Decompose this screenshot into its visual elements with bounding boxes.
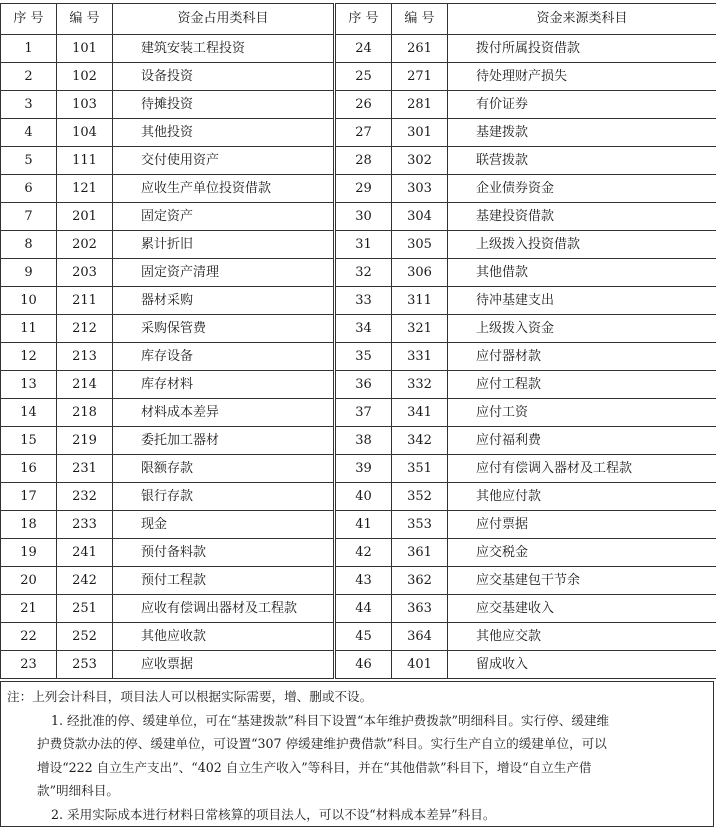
right-seq-cell: 37 xyxy=(335,399,392,427)
left-seq-cell: 3 xyxy=(1,91,57,119)
right-seq-cell: 42 xyxy=(335,539,392,567)
left-account-name-cell: 待摊投资 xyxy=(113,91,335,119)
table-row xyxy=(1,119,716,147)
left-account-name-cell: 现金 xyxy=(113,511,335,539)
right-account-name-cell: 联营拨款 xyxy=(448,147,716,175)
left-account-name-cell: 应收有偿调出器材及工程款 xyxy=(113,595,335,623)
left-account-name-cell: 应收票据 xyxy=(113,651,335,679)
right-account-name-cell: 其他借款 xyxy=(448,259,716,287)
left-seq-cell: 13 xyxy=(1,371,57,399)
right-code-cell: 302 xyxy=(392,147,448,175)
table-row xyxy=(1,399,716,427)
left-account-name-cell: 预付工程款 xyxy=(113,567,335,595)
table-row xyxy=(1,203,716,231)
header-seq: 序 号 xyxy=(1,4,57,35)
left-account-name-cell: 其他应收款 xyxy=(113,623,335,651)
left-seq-cell: 1 xyxy=(1,35,57,63)
right-account-name-cell: 待冲基建支出 xyxy=(448,287,716,315)
right-code-cell: 281 xyxy=(392,91,448,119)
left-account-name-cell: 设备投资 xyxy=(113,63,335,91)
right-code-cell: 303 xyxy=(392,175,448,203)
right-account-name-cell: 应付工程款 xyxy=(448,371,716,399)
right-seq-cell: 25 xyxy=(335,63,392,91)
table-row xyxy=(1,483,716,511)
right-seq-cell: 40 xyxy=(335,483,392,511)
right-seq-cell: 26 xyxy=(335,91,392,119)
left-seq-cell: 8 xyxy=(1,231,57,259)
right-seq-cell: 39 xyxy=(335,455,392,483)
right-account-name-cell: 企业债券资金 xyxy=(448,175,716,203)
left-seq-cell: 23 xyxy=(1,651,57,679)
right-seq-cell: 29 xyxy=(335,175,392,203)
right-seq-cell: 31 xyxy=(335,231,392,259)
right-seq-cell: 32 xyxy=(335,259,392,287)
notes-item-1-line: 款”明细科目。 xyxy=(37,783,120,798)
right-account-name-cell: 应交基建包干节余 xyxy=(448,567,716,595)
right-account-name-cell: 留成收入 xyxy=(448,651,716,679)
left-seq-cell: 7 xyxy=(1,203,57,231)
notes-item-1-line: 护费贷款办法的停、缓建单位，可设置“307 停缓建维护费借款”科目。实行生产自立的缓建单位，可以 xyxy=(37,736,607,751)
left-account-name-cell: 委托加工器材 xyxy=(113,427,335,455)
right-account-name-cell: 应付工资 xyxy=(448,399,716,427)
right-code-cell: 341 xyxy=(392,399,448,427)
left-code-cell: 233 xyxy=(57,511,113,539)
right-account-name-cell: 应交基建收入 xyxy=(448,595,716,623)
left-code-cell: 212 xyxy=(57,315,113,343)
left-seq-cell: 19 xyxy=(1,539,57,567)
right-code-cell: 301 xyxy=(392,119,448,147)
notes-box xyxy=(0,681,714,827)
notes-item-2 xyxy=(1,803,713,827)
right-account-name-cell: 上级拨入资金 xyxy=(448,315,716,343)
table-row xyxy=(1,623,716,651)
left-account-name-cell: 应收生产单位投资借款 xyxy=(113,175,335,203)
left-seq-cell: 9 xyxy=(1,259,57,287)
header-left-title: 资金占用类科目 xyxy=(113,4,335,35)
right-code-cell: 331 xyxy=(392,343,448,371)
right-seq-cell: 44 xyxy=(335,595,392,623)
left-code-cell: 211 xyxy=(57,287,113,315)
right-account-name-cell: 基建投资借款 xyxy=(448,203,716,231)
left-code-cell: 202 xyxy=(57,231,113,259)
table-row xyxy=(1,35,716,63)
right-code-cell: 363 xyxy=(392,595,448,623)
table-row xyxy=(1,315,716,343)
right-code-cell: 304 xyxy=(392,203,448,231)
right-code-cell: 342 xyxy=(392,427,448,455)
right-code-cell: 362 xyxy=(392,567,448,595)
right-seq-cell: 27 xyxy=(335,119,392,147)
table-row xyxy=(1,287,716,315)
right-account-name-cell: 拨付所属投资借款 xyxy=(448,35,716,63)
right-account-name-cell: 有价证券 xyxy=(448,91,716,119)
left-code-cell: 241 xyxy=(57,539,113,567)
table-row xyxy=(1,427,716,455)
left-code-cell: 104 xyxy=(57,119,113,147)
left-seq-cell: 6 xyxy=(1,175,57,203)
right-account-name-cell: 其他应付款 xyxy=(448,483,716,511)
right-account-name-cell: 应付有偿调入器材及工程款 xyxy=(448,455,716,483)
left-code-cell: 219 xyxy=(57,427,113,455)
header-seq-2: 序 号 xyxy=(335,4,392,35)
right-seq-cell: 41 xyxy=(335,511,392,539)
right-code-cell: 305 xyxy=(392,231,448,259)
right-seq-cell: 30 xyxy=(335,203,392,231)
notes-item-1-line: 增设“222 自立生产支出”、“402 自立生产收入”等科目，并在“其他借款”科目下，增设“自立生产借 xyxy=(37,759,592,775)
right-code-cell: 306 xyxy=(392,259,448,287)
right-code-cell: 321 xyxy=(392,315,448,343)
left-account-name-cell: 固定资产 xyxy=(113,203,335,231)
left-account-name-cell: 预付备料款 xyxy=(113,539,335,567)
table-row xyxy=(1,595,716,623)
left-account-name-cell: 采购保管费 xyxy=(113,315,335,343)
right-seq-cell: 38 xyxy=(335,427,392,455)
table-row xyxy=(1,567,716,595)
account-table xyxy=(0,3,716,679)
left-seq-cell: 14 xyxy=(1,399,57,427)
left-code-cell: 101 xyxy=(57,35,113,63)
left-code-cell: 203 xyxy=(57,259,113,287)
right-seq-cell: 36 xyxy=(335,371,392,399)
table-header-row xyxy=(1,4,716,35)
left-account-name-cell: 建筑安装工程投资 xyxy=(113,35,335,63)
left-code-cell: 232 xyxy=(57,483,113,511)
left-code-cell: 218 xyxy=(57,399,113,427)
right-code-cell: 351 xyxy=(392,455,448,483)
table-row xyxy=(1,175,716,203)
right-code-cell: 361 xyxy=(392,539,448,567)
table-row xyxy=(1,455,716,483)
right-code-cell: 352 xyxy=(392,483,448,511)
left-account-name-cell: 库存设备 xyxy=(113,343,335,371)
left-seq-cell: 16 xyxy=(1,455,57,483)
table-row xyxy=(1,147,716,175)
header-code: 编 号 xyxy=(57,4,113,35)
left-code-cell: 201 xyxy=(57,203,113,231)
left-account-name-cell: 累计折旧 xyxy=(113,231,335,259)
left-seq-cell: 4 xyxy=(1,119,57,147)
notes-item-1-line: 1. 经批准的停、缓建单位，可在“基建拨款”科目下设置“本年维护费拨款”明细科目。实行停、缓建维 xyxy=(51,712,610,728)
left-code-cell: 102 xyxy=(57,63,113,91)
left-seq-cell: 17 xyxy=(1,483,57,511)
left-account-name-cell: 库存材料 xyxy=(113,371,335,399)
right-seq-cell: 28 xyxy=(335,147,392,175)
left-code-cell: 121 xyxy=(57,175,113,203)
left-seq-cell: 22 xyxy=(1,623,57,651)
left-code-cell: 231 xyxy=(57,455,113,483)
right-code-cell: 311 xyxy=(392,287,448,315)
table-row xyxy=(1,343,716,371)
left-seq-cell: 20 xyxy=(1,567,57,595)
left-code-cell: 252 xyxy=(57,623,113,651)
left-account-name-cell: 银行存款 xyxy=(113,483,335,511)
header-code-2: 编 号 xyxy=(392,4,448,35)
table-row xyxy=(1,63,716,91)
right-code-cell: 353 xyxy=(392,511,448,539)
right-code-cell: 332 xyxy=(392,371,448,399)
left-account-name-cell: 其他投资 xyxy=(113,119,335,147)
left-code-cell: 111 xyxy=(57,147,113,175)
right-account-name-cell: 应付器材款 xyxy=(448,343,716,371)
table-row xyxy=(1,231,716,259)
notes-intro: 注：上列会计科目，项目法人可以根据实际需要，增、删或不设。 xyxy=(7,689,373,704)
right-account-name-cell: 其他应交款 xyxy=(448,623,716,651)
right-code-cell: 364 xyxy=(392,623,448,651)
table-row xyxy=(1,371,716,399)
table-row xyxy=(1,539,716,567)
left-account-name-cell: 固定资产清理 xyxy=(113,259,335,287)
left-seq-cell: 18 xyxy=(1,511,57,539)
left-account-name-cell: 材料成本差异 xyxy=(113,399,335,427)
right-seq-cell: 45 xyxy=(335,623,392,651)
left-seq-cell: 12 xyxy=(1,343,57,371)
left-account-name-cell: 交付使用资产 xyxy=(113,147,335,175)
right-seq-cell: 35 xyxy=(335,343,392,371)
table-row xyxy=(1,259,716,287)
left-code-cell: 253 xyxy=(57,651,113,679)
left-seq-cell: 11 xyxy=(1,315,57,343)
header-right-title: 资金来源类科目 xyxy=(448,4,716,35)
left-account-name-cell: 器材采购 xyxy=(113,287,335,315)
notes-item-1 xyxy=(1,709,713,803)
left-seq-cell: 15 xyxy=(1,427,57,455)
right-account-name-cell: 待处理财产损失 xyxy=(448,63,716,91)
right-seq-cell: 34 xyxy=(335,315,392,343)
left-code-cell: 242 xyxy=(57,567,113,595)
right-code-cell: 401 xyxy=(392,651,448,679)
right-seq-cell: 43 xyxy=(335,567,392,595)
right-code-cell: 261 xyxy=(392,35,448,63)
left-account-name-cell: 限额存款 xyxy=(113,455,335,483)
table-row xyxy=(1,511,716,539)
left-seq-cell: 5 xyxy=(1,147,57,175)
right-account-name-cell: 应交税金 xyxy=(448,539,716,567)
table-row xyxy=(1,651,716,679)
left-seq-cell: 10 xyxy=(1,287,57,315)
right-account-name-cell: 应付福利费 xyxy=(448,427,716,455)
left-code-cell: 103 xyxy=(57,91,113,119)
right-seq-cell: 24 xyxy=(335,35,392,63)
left-seq-cell: 21 xyxy=(1,595,57,623)
notes-item-2-line: 2. 采用实际成本进行材料日常核算的项目法人，可以不设“材料成本差异”科目。 xyxy=(51,806,496,822)
right-account-name-cell: 上级拨入投资借款 xyxy=(448,231,716,259)
right-account-name-cell: 基建拨款 xyxy=(448,119,716,147)
right-seq-cell: 46 xyxy=(335,651,392,679)
left-code-cell: 251 xyxy=(57,595,113,623)
left-seq-cell: 2 xyxy=(1,63,57,91)
right-seq-cell: 33 xyxy=(335,287,392,315)
right-account-name-cell: 应付票据 xyxy=(448,511,716,539)
right-code-cell: 271 xyxy=(392,63,448,91)
table-row xyxy=(1,91,716,119)
left-code-cell: 213 xyxy=(57,343,113,371)
left-code-cell: 214 xyxy=(57,371,113,399)
